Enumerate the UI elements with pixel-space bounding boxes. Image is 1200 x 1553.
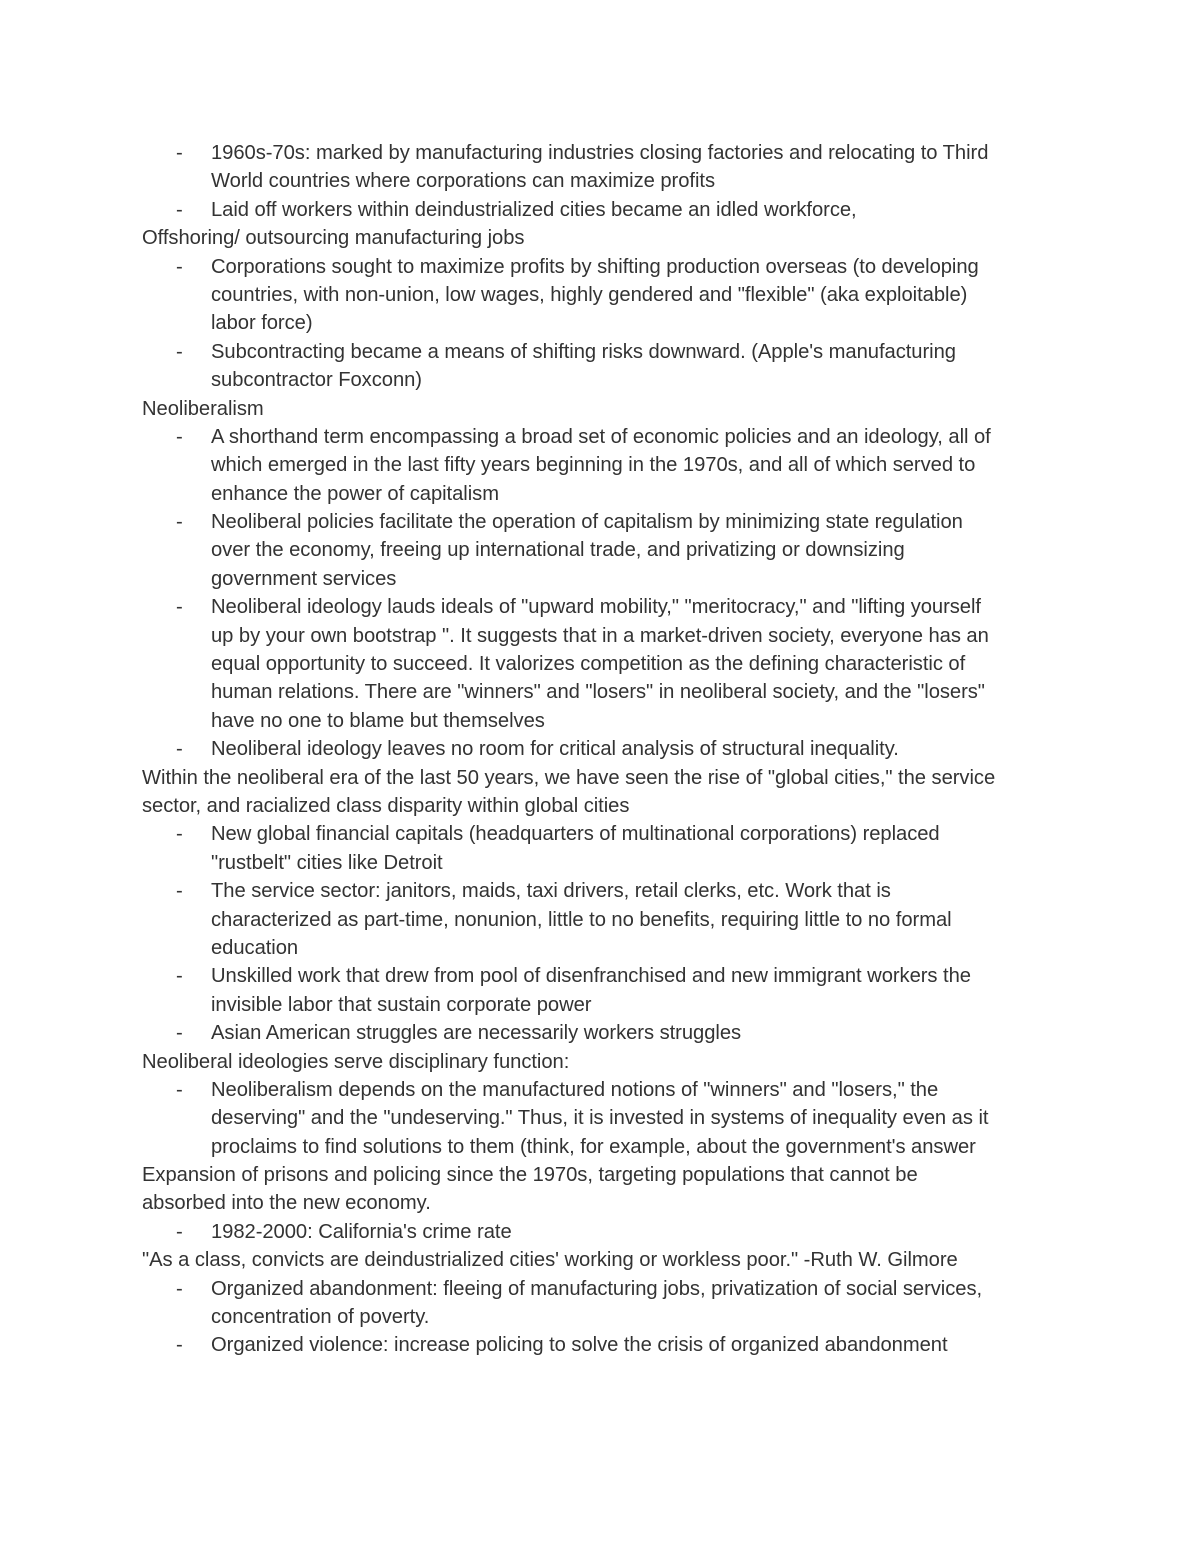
line-text: deserving" and the "undeserving." Thus, it is invested in systems of inequality even as it <box>211 1107 989 1130</box>
line-text: Within the neoliberal era of the last 50 years, we have seen the rise of "global cities," the service <box>142 766 996 789</box>
section-line <box>0 1161 1200 1189</box>
bullet-continuation <box>0 1133 1200 1161</box>
section-line <box>0 764 1200 792</box>
bullet-dash: - <box>176 1334 183 1357</box>
line-text: 1982-2000: California's crime rate <box>211 1220 512 1243</box>
bullet-continuation <box>0 650 1200 678</box>
line-text: Neoliberalism depends on the manufactured notions of "winners" and "losers," the <box>211 1078 939 1101</box>
line-text: which emerged in the last fifty years beginning in the 1970s, and all of which served to <box>211 454 976 477</box>
bullet-continuation <box>0 1303 1200 1331</box>
bullet-dash: - <box>176 738 183 761</box>
section-line <box>0 1246 1200 1274</box>
bullet-continuation <box>0 536 1200 564</box>
bullet-continuation <box>0 281 1200 309</box>
line-text: 1960s-70s: marked by manufacturing industries closing factories and relocating to Third <box>211 142 989 164</box>
line-text: The service sector: janitors, maids, taxi drivers, retail clerks, etc. Work that is <box>211 880 891 903</box>
line-text: Neoliberalism <box>142 397 264 420</box>
bullet-continuation <box>0 167 1200 195</box>
bullet-item <box>0 962 1200 990</box>
bullet-continuation <box>0 480 1200 508</box>
line-text: "As a class, convicts are deindustrialized cities' working or workless poor." -Ruth W. Gilmore <box>142 1249 958 1272</box>
bullet-dash: - <box>176 425 183 448</box>
line-text: Organized abandonment: fleeing of manufacturing jobs, privatization of social services, <box>211 1277 983 1300</box>
bullet-continuation <box>0 309 1200 337</box>
bullet-item <box>0 1218 1200 1246</box>
bullet-dash: - <box>176 142 183 164</box>
line-text: human relations. There are "winners" and "losers" in neoliberal society, and the "losers" <box>211 681 985 704</box>
bullet-continuation <box>0 1104 1200 1132</box>
line-text: Corporations sought to maximize profits by shifting production overseas (to developing <box>211 255 979 278</box>
bullet-dash: - <box>176 1078 183 1101</box>
bullet-continuation <box>0 451 1200 479</box>
line-text: A shorthand term encompassing a broad set of economic policies and an ideology, all of <box>211 425 991 448</box>
line-text: World countries where corporations can maximize profits <box>211 170 716 193</box>
bullet-item <box>0 1331 1200 1359</box>
line-text: labor force) <box>211 312 313 335</box>
bullet-item <box>0 1019 1200 1047</box>
bullet-dash: - <box>176 340 183 363</box>
section-line <box>0 1189 1200 1217</box>
bullet-item <box>0 1076 1200 1104</box>
line-text: enhance the power of capitalism <box>211 482 499 505</box>
line-text: Neoliberal policies facilitate the operation of capitalism by minimizing state regulation <box>211 511 963 534</box>
bullet-item <box>0 593 1200 621</box>
bullet-dash: - <box>176 596 183 619</box>
bullet-continuation <box>0 906 1200 934</box>
line-text: countries, with non-union, low wages, highly gendered and "flexible" (aka exploitable) <box>211 283 968 306</box>
section-line <box>0 395 1200 423</box>
line-text: proclaims to find solutions to them (think, for example, about the government's answer <box>211 1135 976 1158</box>
line-text: New global financial capitals (headquarters of multinational corporations) replaced <box>211 823 940 846</box>
bullet-continuation <box>0 622 1200 650</box>
line-text: Neoliberal ideology lauds ideals of "upward mobility," "meritocracy," and "lifting yourself <box>211 596 981 619</box>
bullet-continuation <box>0 565 1200 593</box>
line-text: equal opportunity to succeed. It valorizes competition as the defining characteristic of <box>211 653 966 676</box>
bullet-item <box>0 196 1200 224</box>
bullet-dash: - <box>176 823 183 846</box>
bullet-item <box>0 877 1200 905</box>
line-text: Laid off workers within deindustrialized cities became an idled workforce, <box>211 198 857 221</box>
line-text: Offshoring/ outsourcing manufacturing jobs <box>142 227 525 250</box>
line-text: Subcontracting became a means of shifting risks downward. (Apple's manufacturing <box>211 340 956 363</box>
line-text: "rustbelt" cities like Detroit <box>211 851 443 874</box>
bullet-dash: - <box>176 1022 183 1045</box>
bullet-continuation <box>0 849 1200 877</box>
bullet-continuation <box>0 934 1200 962</box>
bullet-dash: - <box>176 880 183 903</box>
bullet-item <box>0 423 1200 451</box>
line-text: Organized violence: increase policing to solve the crisis of organized abandonment <box>211 1334 948 1357</box>
bullet-dash: - <box>176 198 183 221</box>
bullet-continuation <box>0 366 1200 394</box>
line-text: Asian American struggles are necessarily workers struggles <box>211 1022 742 1045</box>
bullet-item <box>0 1275 1200 1303</box>
bullet-continuation <box>0 991 1200 1019</box>
section-line <box>0 224 1200 252</box>
bullet-continuation <box>0 678 1200 706</box>
line-text: Neoliberal ideologies serve disciplinary function: <box>142 1050 570 1073</box>
bullet-item <box>0 139 1200 167</box>
line-text: characterized as part-time, nonunion, little to no benefits, requiring little to no formal <box>211 908 952 931</box>
bullet-dash: - <box>176 1220 183 1243</box>
section-line <box>0 1048 1200 1076</box>
bullet-item <box>0 253 1200 281</box>
line-text: absorbed into the new economy. <box>142 1192 431 1215</box>
bullet-dash: - <box>176 1277 183 1300</box>
bullet-continuation <box>0 707 1200 735</box>
bullet-item <box>0 508 1200 536</box>
bullet-dash: - <box>176 965 183 988</box>
line-text: Unskilled work that drew from pool of disenfranchised and new immigrant workers the <box>211 965 971 988</box>
line-text: sector, and racialized class disparity within global cities <box>142 794 630 817</box>
line-text: Expansion of prisons and policing since the 1970s, targeting populations that cannot be <box>142 1164 918 1187</box>
line-text: invisible labor that sustain corporate power <box>211 993 592 1016</box>
line-text: concentration of poverty. <box>211 1306 430 1329</box>
line-text: government services <box>211 567 397 590</box>
line-text: up by your own bootstrap ". It suggests that in a market-driven society, everyone has an <box>211 624 989 647</box>
line-text: have no one to blame but themselves <box>211 709 545 732</box>
bullet-dash: - <box>176 511 183 534</box>
bullet-item <box>0 820 1200 848</box>
line-text: subcontractor Foxconn) <box>211 369 422 392</box>
bullet-item <box>0 338 1200 366</box>
line-text: over the economy, freeing up international trade, and privatizing or downsizing <box>211 539 905 562</box>
document-page <box>0 139 1200 1360</box>
line-text: education <box>211 936 299 959</box>
bullet-item <box>0 735 1200 763</box>
section-line <box>0 792 1200 820</box>
bullet-dash: - <box>176 255 183 278</box>
line-text: Neoliberal ideology leaves no room for critical analysis of structural inequality. <box>211 738 899 761</box>
